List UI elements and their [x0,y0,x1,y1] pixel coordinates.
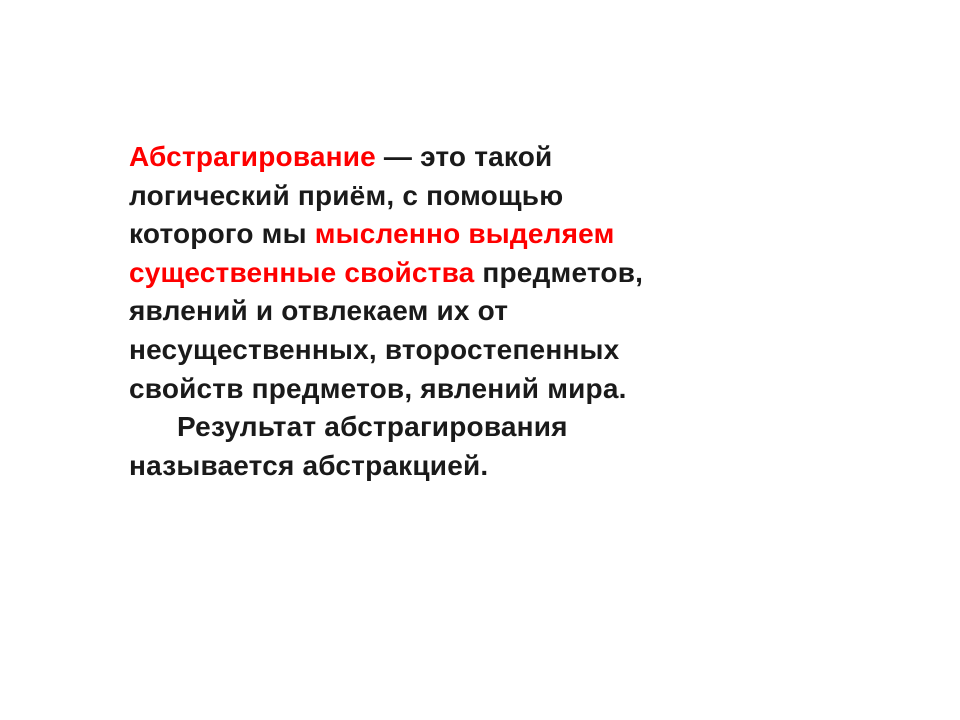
emphasized-phrase: существенные свойства [129,256,475,288]
text-line [129,177,729,216]
text-line [129,215,729,254]
text-line [129,292,729,331]
text-segment: свойств предметов, явлений мира. [129,372,627,404]
text-segment: называется абстракцией. [129,449,489,481]
slide-text-block [129,138,729,485]
text-segment: — это такой [375,141,553,172]
text-segment: логический приём, с помощью [129,179,564,211]
text-segment: несущественных, второстепенных [129,333,620,365]
text-segment: предметов, [474,256,644,288]
term-abstragirovanie: Абстрагирование [129,141,376,172]
text-segment: которого мы [129,218,315,250]
text-line [129,370,729,409]
text-segment: Результат абстрагирования [177,411,568,443]
text-line [129,408,729,447]
text-segment: явлений и отвлекаем их от [129,295,509,327]
text-line [129,254,729,293]
text-line [129,447,729,486]
text-line [129,331,729,370]
emphasized-phrase: мысленно выделяем [314,218,615,250]
text-line [129,138,729,177]
